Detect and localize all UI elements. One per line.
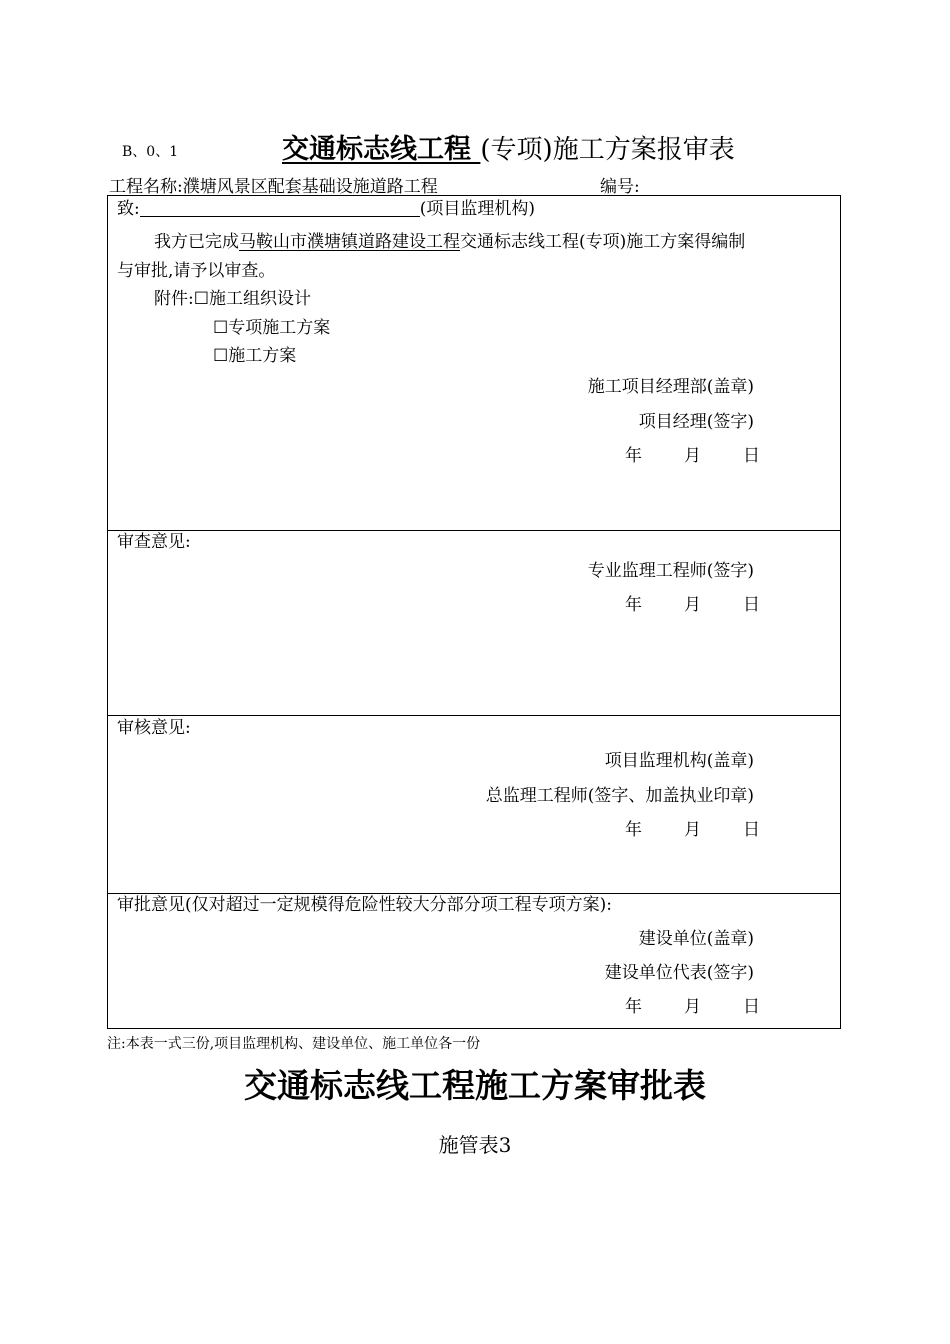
addressee-line xyxy=(117,198,535,220)
date-year: 年 xyxy=(625,595,642,615)
date-line xyxy=(625,445,760,467)
date-year: 年 xyxy=(625,997,642,1017)
approval-section xyxy=(108,893,840,1030)
date-month: 月 xyxy=(684,595,701,615)
date-day: 日 xyxy=(743,446,760,466)
form-number: 编号: xyxy=(600,177,640,197)
second-form-title: 交通标志线工程施工方案审批表 xyxy=(244,1066,706,1105)
signature-line: 总监理工程师(签字、加盖执业印章) xyxy=(485,786,754,806)
date-year: 年 xyxy=(625,446,642,466)
date-day: 日 xyxy=(743,820,760,840)
attachment-item[interactable]: ☐施工组织设计 xyxy=(193,289,311,309)
date-month: 月 xyxy=(684,820,701,840)
signature-line: 项目经理(签字) xyxy=(638,412,754,432)
signature-seal-line: 建设单位(盖章) xyxy=(638,929,754,949)
date-month: 月 xyxy=(684,446,701,466)
body-paragraph xyxy=(154,231,745,253)
signature-line: 专业监理工程师(签字) xyxy=(587,561,754,581)
date-month: 月 xyxy=(684,997,701,1017)
date-year: 年 xyxy=(625,820,642,840)
approval-table xyxy=(107,195,841,1029)
attachment-item[interactable]: ☐施工方案 xyxy=(213,346,297,366)
body-text-a: 我方已完成 xyxy=(154,232,239,252)
audit-section xyxy=(108,715,840,893)
form-title-project: 交通标志线工程 xyxy=(282,134,481,165)
addressee-blank xyxy=(140,198,420,217)
date-day: 日 xyxy=(743,595,760,615)
date-line xyxy=(625,594,760,616)
form-title xyxy=(282,127,735,166)
signature-line: 建设单位代表(签字) xyxy=(604,963,754,983)
form-code: B、0、1 xyxy=(122,144,179,160)
body-text-b: 交通标志线工程(专项)施工方案得编制 xyxy=(460,232,746,252)
attachment-line xyxy=(154,288,311,310)
attachment-label: 附件: xyxy=(154,289,194,309)
second-form-code: 施管表3 xyxy=(438,1133,512,1157)
addressee-prefix: 致: xyxy=(117,199,140,219)
approval-label: 审批意见(仅对超过一定规模得危险性较大分部分项工程专项方案): xyxy=(117,895,612,915)
body-line-2: 与审批,请予以审查。 xyxy=(117,261,276,281)
submission-section xyxy=(108,196,840,530)
body-project-name: 马鞍山市濮塘镇道路建设工程 xyxy=(239,232,460,252)
signature-seal-line: 项目监理机构(盖章) xyxy=(604,751,754,771)
addressee-suffix: (项目监理机构) xyxy=(419,199,535,219)
attachment-item[interactable]: ☐专项施工方案 xyxy=(213,318,331,338)
form-title-rest: (专项)施工方案报审表 xyxy=(480,135,735,165)
project-name: 工程名称:濮塘风景区配套基础设施道路工程 xyxy=(109,177,438,197)
review-label: 审查意见: xyxy=(117,532,191,552)
audit-label: 审核意见: xyxy=(117,718,191,738)
review-section xyxy=(108,530,840,715)
signature-seal-line: 施工项目经理部(盖章) xyxy=(587,377,754,397)
date-line xyxy=(625,819,760,841)
footnote: 注:本表一式三份,项目监理机构、建设单位、施工单位各一份 xyxy=(107,1036,481,1052)
date-day: 日 xyxy=(743,997,760,1017)
date-line xyxy=(625,996,760,1018)
